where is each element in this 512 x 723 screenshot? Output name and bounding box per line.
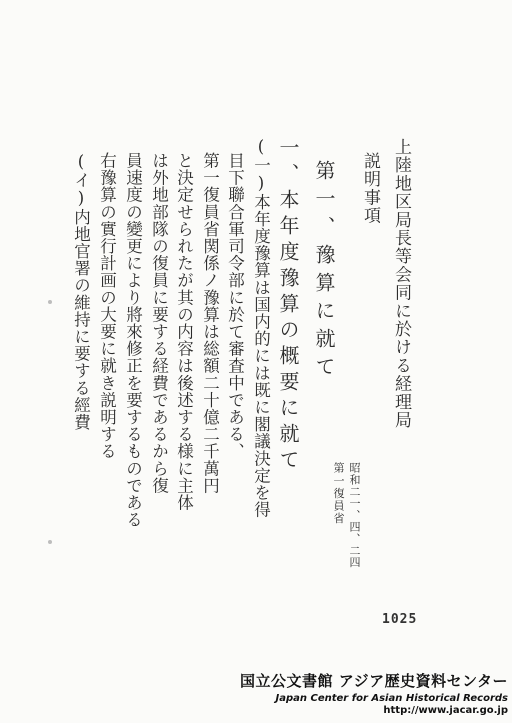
binding-hole-mark <box>48 540 52 544</box>
body-line: (一)本年度豫算は国内的には既に閣議決定を得 <box>251 137 271 519</box>
archive-footer <box>200 670 508 716</box>
body-line: 員速度の變更により將來修正を要するものである <box>123 152 143 529</box>
archive-name-ja: 国立公文書館 アジア歴史資料センター <box>239 672 508 690</box>
body-line: は外地部隊の復員に要する経費であるから復 <box>149 152 169 494</box>
body-line: (イ)内地官署の維持に要する經費 <box>71 152 91 431</box>
archive-url-link[interactable]: http://www.jacar.go.jp <box>383 705 508 716</box>
document-title-line2: 説明事項 <box>360 152 380 225</box>
body-line: と決定せられたが其の内容は後述する様に主体 <box>174 152 194 512</box>
body-line: 目下聯合軍司令部に於て審査中である、 <box>225 152 245 460</box>
body-line: 第一復員省関係ノ豫算は総額二十億二千萬円 <box>200 152 220 494</box>
document-title-line1: 上陸地区局長等会同に於ける経理局 <box>391 138 411 430</box>
author-note: 第一復員省 <box>332 462 345 525</box>
binding-hole-mark <box>48 300 52 304</box>
archive-name-en: Japan Center for Asian Historical Records <box>275 693 508 704</box>
page-number: 1025 <box>382 612 418 627</box>
date-note: 昭和二一、四、二四 <box>348 462 361 569</box>
section-heading: 第一、豫算に就て <box>312 160 336 384</box>
subsection-heading: 一、本年度豫算の概要に就て <box>276 137 300 475</box>
body-line: 右豫算の實行計画の大要に就き説明する <box>97 152 117 460</box>
